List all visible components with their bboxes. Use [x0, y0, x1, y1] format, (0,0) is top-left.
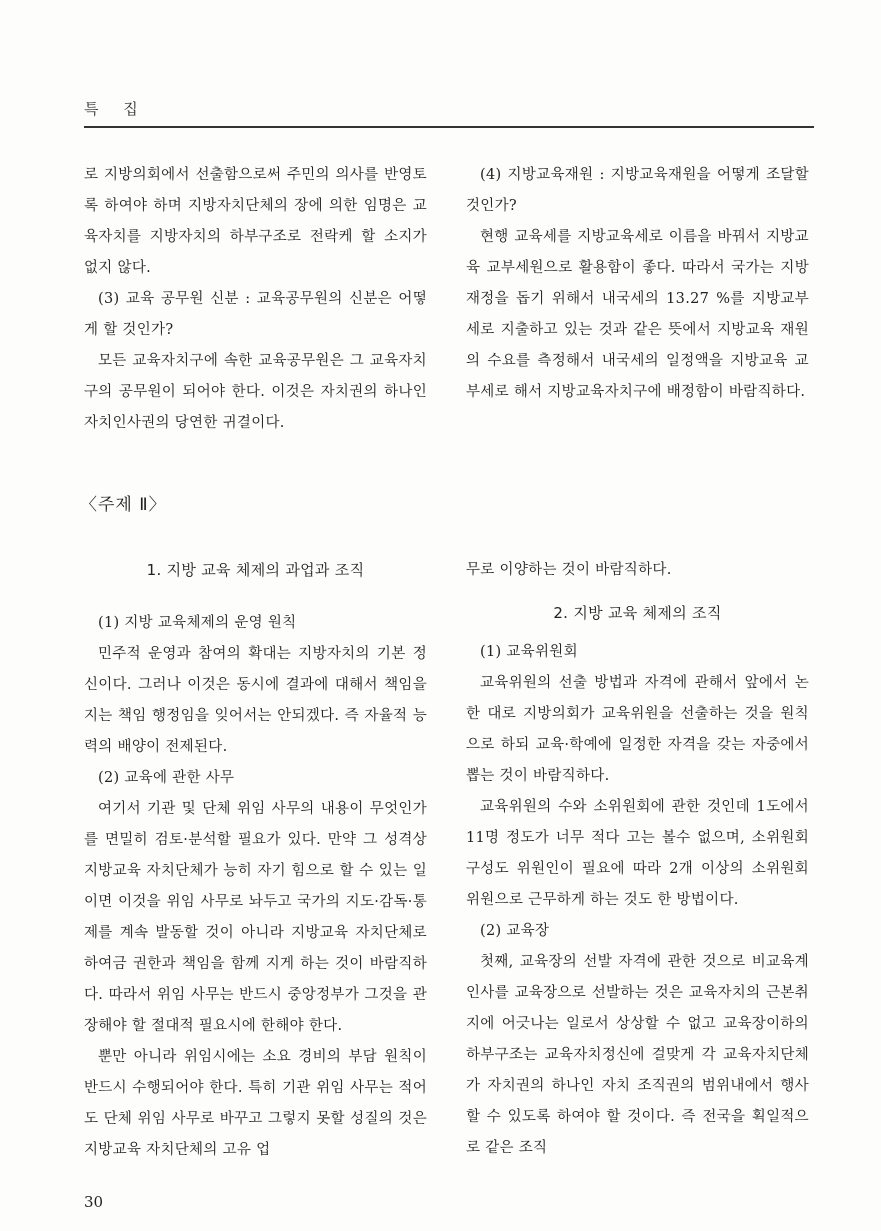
bottom-left-column [84, 555, 427, 1166]
subheading-item: (1) 교육위원회 [480, 644, 578, 660]
section-heading: 〈주제 Ⅱ〉 [80, 495, 167, 515]
header-rule [84, 126, 814, 128]
column-heading: 2. 지방 교육 체제의 조직 [553, 604, 722, 622]
paragraph: 현행 교육세를 지방교육세로 이름을 바꿔서 지방교육 교부세원으로 활용함이 좋다. 따라서 국가는 지방재정을 돕기 위해서 내국세의 13.27 %를 지방교부세로 지출하고 있는 것과 같은 뜻에서 지방교육 재원의 수요를 측정해서 내국세의 일정액을 지방교육 교부세로 해서 지방교육자치구에 배정함이 바람직하다. [466, 229, 809, 400]
paragraph: 로 지방의회에서 선출함으로써 주민의 의사를 반영토록 하여야 하며 지방자치단체의 장에 의한 임명은 교육자치를 지방자치의 하부구조로 전락케 할 소지가 없지 않다. [84, 167, 427, 276]
top-left-column [84, 160, 427, 439]
paragraph: 무로 이양하는 것이 바람직하다. [466, 562, 672, 578]
paragraph: 모든 교육자치구에 속한 교육공무원은 그 교육자치구의 공무원이 되어야 한다. 이것은 자치권의 하나인 자치인사권의 당연한 귀결이다. [84, 353, 427, 431]
subheading-item: (3) 교육 공무원 신분 : 교육공무원의 신분은 어떻게 할 것인가? [84, 291, 427, 338]
top-right-column [466, 160, 809, 408]
spacer [466, 629, 809, 637]
subheading-item: (2) 교육에 관한 사무 [98, 770, 235, 786]
bottom-right-column [466, 555, 809, 1164]
subheading-item: (2) 교육장 [480, 923, 550, 939]
paragraph: 뿐만 아니라 위임시에는 소요 경비의 부담 원칙이 반드시 수행되어야 한다. 특히 기관 위임 사무는 적어도 단체 위임 사무로 바꾸고 그렇지 못할 성질의 것은 지방교육 자치단체의 고유 업 [84, 1049, 427, 1158]
paragraph: 여기서 기관 및 단체 위임 사무의 내용이 무엇인가를 면밀히 검토·분석할 필요가 있다. 만약 그 성격상 지방교육 자치단체가 능히 자기 힘으로 할 수 있는 일이면 이것을 위임 사무로 놔두고 국가의 지도·감독·통제를 계속 발동할 것이 아니라 지방교육 자치단체로 하여금 권한과 책임을 함께 지게 하는 것이 바람직하다. 따라서 위임 사무는 반드시 중앙정부가 그것을 관장해야 할 절대적 필요시에 한해야 한다. [84, 801, 427, 1034]
paragraph: 교육위원의 선출 방법과 자격에 관해서 앞에서 논한 대로 지방의회가 교육위원을 선출하는 것을 원칙으로 하되 교육·학예에 일정한 자격을 갖는 자중에서 뽑는 것이 바람직하다. [466, 675, 809, 784]
running-header: 특 집 [84, 100, 148, 118]
paragraph: 민주적 운영과 참여의 확대는 지방자치의 기본 정신이다. 그러나 이것은 동시에 결과에 대해서 책임을 지는 책임 행정임을 잊어서는 안되겠다. 즉 자율적 능력의 배양이 전제된다. [84, 646, 427, 755]
subheading-item: (4) 지방교육재원 : 지방교육재원을 어떻게 조달할 것인가? [466, 167, 809, 214]
paragraph: 교육위원의 수와 소위원회에 관한 것인데 1도에서 11명 정도가 너무 적다 고는 볼수 없으며, 소위원회 구성도 위원인이 필요에 따라 2개 이상의 소위원회 위원으로 근무하게 하는 것도 한 방법이다. [466, 799, 809, 908]
paragraph: 첫째, 교육장의 선발 자격에 관한 것으로 비교육계 인사를 교육장으로 선발하는 것은 교육자치의 근본취지에 어긋나는 일로서 상상할 수 없고 교육장이하의 하부구조는 교육자치정신에 걸맞게 각 교육자치단체가 자치권의 하나인 자치 조직권의 범위내에서 행사할 수 있도록 하여야 할 것이다. 즉 전국을 획일적으로 같은 조직 [466, 954, 809, 1156]
subheading-item: (1) 지방 교육체제의 운영 원칙 [98, 615, 297, 631]
spacer [466, 586, 809, 598]
spacer [84, 586, 427, 608]
column-heading: 1. 지방 교육 체제의 과업과 조직 [146, 561, 365, 579]
page-number: 30 [84, 1193, 104, 1211]
